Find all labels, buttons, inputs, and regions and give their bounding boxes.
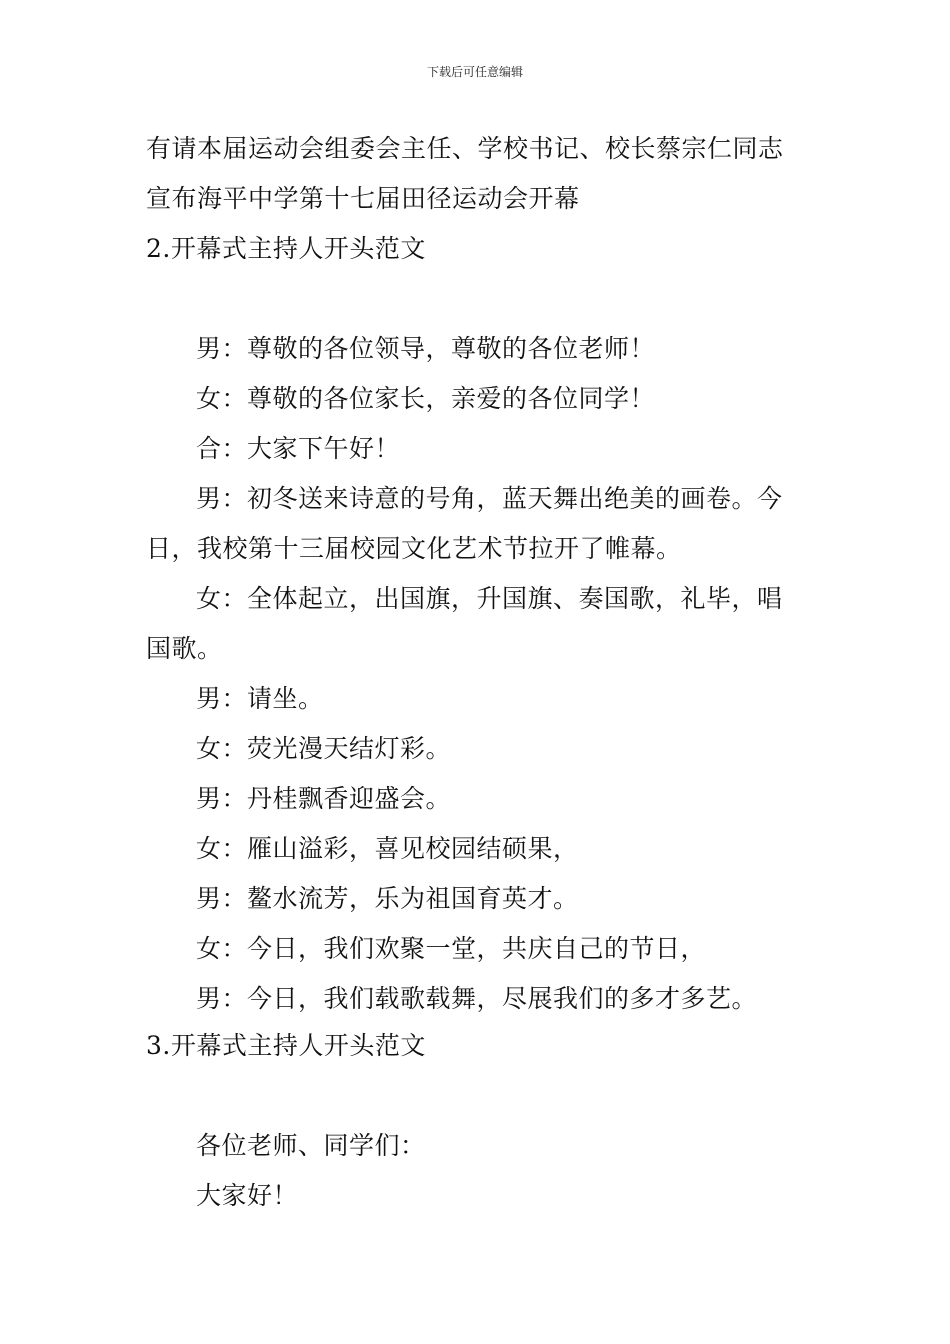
section-heading-3: 3.开幕式主持人开头范文 (146, 1031, 426, 1060)
dialogue-line: 女：尊敬的各位家长，亲爱的各位同学！ (196, 384, 656, 413)
dialogue-line-continuation: 国歌。 (146, 634, 223, 663)
greeting-line: 大家好！ (196, 1181, 299, 1210)
dialogue-line: 男：丹桂飘香迎盛会。 (196, 784, 452, 813)
dialogue-line: 男：初冬送来诗意的号角，蓝天舞出绝美的画卷。今 (196, 484, 783, 513)
dialogue-line-continuation: 日，我校第十三届校园文化艺术节拉开了帷幕。 (146, 534, 682, 563)
dialogue-line: 女：今日，我们欢聚一堂，共庆自己的节日， (196, 934, 707, 963)
dialogue-line: 女：荧光漫天结灯彩。 (196, 734, 452, 763)
dialogue-line: 男：鳌水流芳，乐为祖国育英才。 (196, 884, 579, 913)
page-header: 下载后可任意编辑 (426, 65, 523, 79)
section-heading-2: 2.开幕式主持人开头范文 (146, 234, 426, 263)
text-line-1: 有请本届运动会组委会主任、学校书记、校长蔡宗仁同志 (146, 134, 784, 163)
dialogue-line: 女：雁山溢彩，喜见校园结硕果， (196, 834, 579, 863)
dialogue-line: 合：大家下午好！ (196, 434, 401, 463)
greeting-line: 各位老师、同学们： (196, 1131, 426, 1160)
text-line-2: 宣布海平中学第十七届田径运动会开幕 (146, 184, 580, 213)
dialogue-line: 女：全体起立，出国旗，升国旗、奏国歌，礼毕，唱 (196, 584, 783, 613)
dialogue-line: 男：今日，我们载歌载舞，尽展我们的多才多艺。 (196, 984, 758, 1013)
dialogue-line: 男：请坐。 (196, 684, 324, 713)
dialogue-line: 男：尊敬的各位领导，尊敬的各位老师！ (196, 334, 656, 363)
